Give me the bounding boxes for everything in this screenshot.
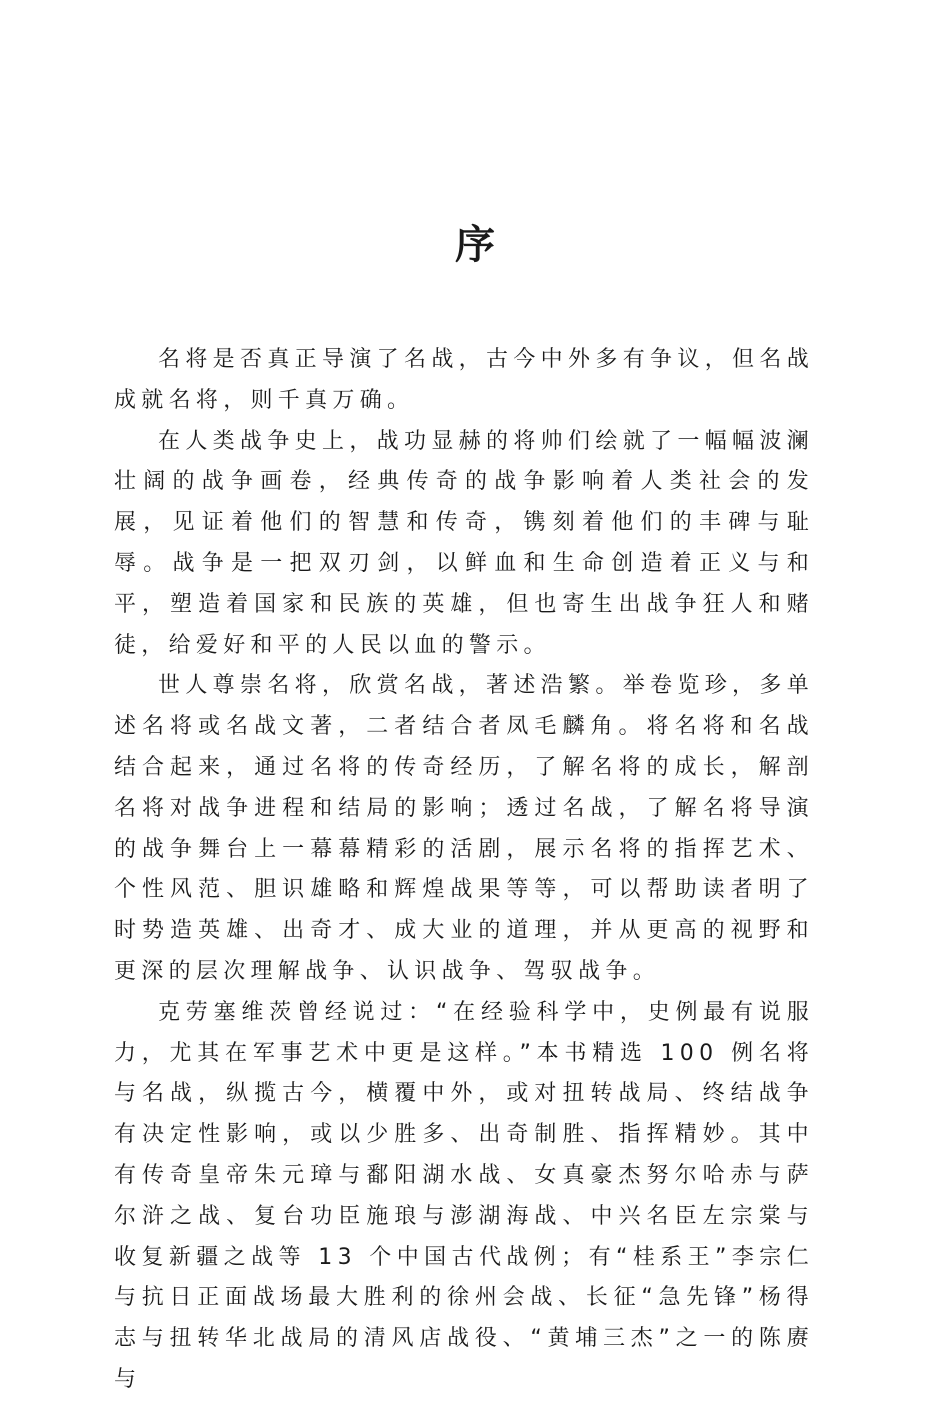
paragraph-1: 名将是否真正导演了名战，古今中外多有争议，但名战成就名将，则千真万确。: [114, 347, 814, 413]
paragraph-4: 克劳塞维茨曾经说过：“在经验科学中，史例最有说服力，尤其在军事艺术中更是这样。”本书精选 100 例名将与名战，纵揽古今，横覆中外，或对扭转战局、终结战争有决定性影响，或以少胜多、出奇制胜、指挥精妙。其中有传奇皇帝朱元璋与鄱阳湖水战、女真豪杰努尔哈赤与萨尔浒之战、复台功臣施琅与澎湖海战、中兴名臣左宗棠与收复新疆之战等 13 个中国古代战例；有“桂系王”李宗仁与抗日正面战场最大胜利的徐州会战、长征“急先锋”杨得志与扭转华北战局的清风店战役、“黄埔三杰”之一的陈赓与: [114, 999, 814, 1392]
page-title: 序: [455, 221, 495, 268]
body-text: [114, 340, 814, 1401]
paragraph-2: 在人类战争史上，战功显赫的将帅们绘就了一幅幅波澜壮阔的战争画卷，经典传奇的战争影响着人类社会的发展，见证着他们的智慧和传奇，镌刻着他们的丰碑与耻辱。战争是一把双刃剑，以鲜血和生命创造着正义与和平，塑造着国家和民族的英雄，但也寄生出战争狂人和赌徒，给爱好和平的人民以血的警示。: [114, 428, 814, 658]
paragraph-3: 世人尊崇名将，欣赏名战，著述浩繁。举卷览珍，多单述名将或名战文著，二者结合者凤毛麟角。将名将和名战结合起来，通过名将的传奇经历，了解名将的成长，解剖名将对战争进程和结局的影响；透过名战，了解名将导演的战争舞台上一幕幕精彩的活剧，展示名将的指挥艺术、个性风范、胆识雄略和辉煌战果等等，可以帮助读者明了时势造英雄、出奇才、成大业的道理，并从更高的视野和更深的层次理解战争、认识战争、驾驭战争。: [114, 673, 814, 984]
